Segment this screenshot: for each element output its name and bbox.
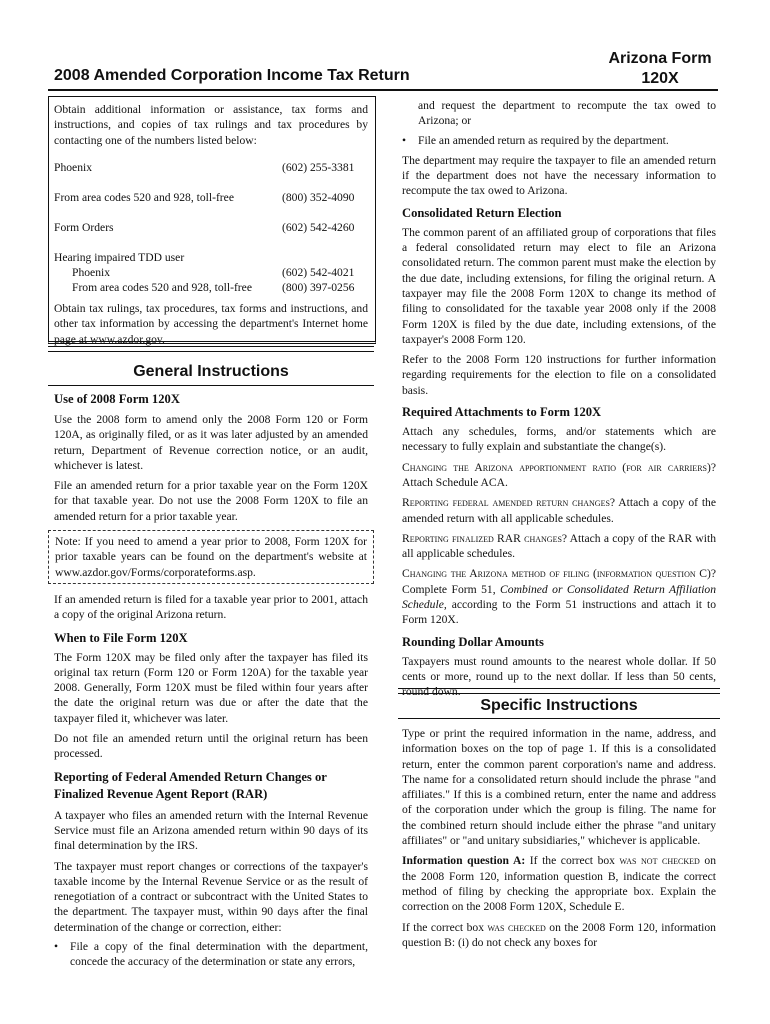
- contact-box: [48, 96, 376, 344]
- info-question-a: Information question A: If the correct box was not checked on the 2008 Form 120, information question B, indicate the correct method of filing by checking the appropriate box. Explain the correction on the 2008 Form 120X, Schedule E.: [402, 854, 717, 914]
- attachment-item: Reporting finalized RAR changes? Attach a copy of the RAR with all applicable schedules.: [402, 531, 716, 561]
- when-paragraph-1: The Form 120X may be filed only after the taxpayer has filed its original tax return (Form 120 or Form 120A) for the taxable year 2008. Generally, Form 120X must be filed within four years after the date the original return was due or after the date that the taxpayer filed it, whichever was later.: [54, 650, 368, 725]
- contact-row: Hearing impaired TDD user: [54, 251, 185, 264]
- specific-paragraph: Type or print the required information in the name, address, and information boxes on the top of page 1. If this is a consolidated return, enter the common parent corporation's name and address. The name for a consolidated return should include the phrase "and affiliates." If this is a combined return, enter the name and address of the corporation under which the group is filing. The name for the combined return should include either the phrase "and unitary affiliates" or "and unitary subsidiaries," whichever is applicable.: [402, 727, 716, 848]
- contact-row: From area codes 520 and 928, toll-free (800) 352-4090: [54, 191, 355, 204]
- when-paragraph-2: Do not file an amended return until the original return has been processed.: [54, 732, 368, 761]
- section-divider: [398, 688, 720, 694]
- require-paragraph: The department may require the taxpayer to file an amended return if the department does not have the necessary information to recompute the tax owed to Arizona.: [402, 153, 716, 198]
- list-item: • File an amended return as required by the department.: [402, 133, 669, 147]
- rar-heading: Reporting of Federal Amended Return Changes or Finalized Revenue Agent Report (RAR): [54, 769, 327, 801]
- info-question-b: If the correct box was checked on the 2008 Form 120, information question B: (i) do not check any boxes for: [402, 920, 716, 949]
- attachment-item: Reporting federal amended return changes? Attach a copy of the amended return with all applicable schedules.: [402, 496, 716, 525]
- bullet-icon: •: [54, 940, 59, 954]
- specific-column: [402, 726, 716, 950]
- attachments-heading: Required Attachments to Form 120X: [402, 405, 602, 420]
- general-column: [54, 392, 368, 970]
- consolidated-heading: Consolidated Return Election: [402, 205, 562, 220]
- rar-paragraph-2: The taxpayer must report changes or corrections of the taxpayer's taxable income by the Internal Revenue Service or as the result of renegotiation of a contract or subcontract with the United States to the department. The taxpayer must, within 90 days after the final determination of the change or correction, either:: [54, 859, 368, 934]
- section-divider: [48, 346, 374, 352]
- specific-instructions-heading: Specific Instructions: [480, 697, 638, 714]
- contact-row: Phoenix (602) 542-4021: [72, 266, 355, 279]
- contact-intro: Obtain additional information or assistance, tax forms and instructions, and copies of tax rulings and tax procedures by contacting one of the numbers listed below:: [54, 103, 368, 147]
- note-box: [48, 530, 374, 584]
- heading-rule: [48, 385, 374, 386]
- use-paragraph-2: File an amended return for a prior taxable year on the Form 120X for that taxable year. Do not use the 2008 Form 120X to file an amended return for a prior taxable year.: [54, 479, 368, 523]
- header-rule: [48, 89, 718, 91]
- form-name-line2: 120X: [641, 70, 679, 87]
- attachment-item: Changing the Arizona method of filing (information question C)? Complete Form 51, Combined or Consolidated Return Affiliation Schedule, according to the Form 51 instructions and attach it to Form 120X.: [402, 567, 717, 627]
- rar-paragraph-1: A taxpayer who files an amended return with the Internal Revenue Service must file an Arizona amended return within 90 days of its final determination by the IRS.: [54, 808, 368, 853]
- use-heading: Use of 2008 Form 120X: [54, 392, 180, 406]
- general-instructions-heading: General Instructions: [133, 363, 289, 380]
- form-name-line1: Arizona Form: [608, 50, 712, 67]
- right-column: [402, 98, 716, 700]
- contact-row: From area codes 520 and 928, toll-free (800) 397-0256: [72, 281, 355, 294]
- consolidated-paragraph-1: The common parent of an affiliated group of corporations that files a federal consolidated return may elect to file an Arizona consolidated return. The common parent must make the election by the due date, including extensions, for filing the original return. A taxpayer may file the 2008 Form 120X to change its method of filing to consolidated for the taxable year 2008 only if the 2008 Form 120X is filed by the due date, including extensions, of the taxpayer's 2008 Form 120.: [402, 225, 716, 346]
- use-paragraph-3: If an amended return is filed for a taxable year prior to 2001, attach a copy of the original Arizona return.: [54, 592, 368, 622]
- attachment-item: Changing the Arizona apportionment ratio (for air carriers)? Attach Schedule ACA.: [402, 460, 716, 489]
- bullet-icon: •: [402, 133, 407, 147]
- consolidated-paragraph-2: Refer to the 2008 Form 120 instructions for further information regarding requirements for the election to file on a consolidated basis.: [402, 353, 716, 397]
- attachments-paragraph: Attach any schedules, forms, and/or statements which are necessary to fully explain and substantiate the change(s).: [402, 425, 716, 454]
- rounding-paragraph: Taxpayers must round amounts to the nearest whole dollar. If 50 cents or more, round up to the next dollar. If less than 50 cents, round down.: [402, 654, 716, 699]
- page-title: 2008 Amended Corporation Income Tax Return: [54, 67, 410, 84]
- list-item: • File a copy of the final determination with the department, concede the accuracy of the determination or state any errors,: [54, 940, 368, 969]
- contact-row: Phoenix (602) 255-3381: [54, 161, 355, 174]
- form-name: [580, 49, 740, 89]
- rounding-heading: Rounding Dollar Amounts: [402, 634, 544, 649]
- note-text: Note: If you need to amend a year prior to 2008, Form 120X for prior taxable years can be found on the department's website at www.azdor.gov/Forms/corporateforms.asp.: [55, 535, 367, 579]
- use-paragraph-1: Use the 2008 form to amend only the 2008 Form 120 or Form 120A, as originally filed, or as it was later adjusted by an amended return, Department of Revenue correction notice, or an audit, whichever is latest.: [54, 413, 368, 472]
- when-heading: When to File Form 120X: [54, 630, 188, 645]
- contact-row: Form Orders (602) 542-4260: [54, 221, 355, 234]
- contact-outro: Obtain tax rulings, tax procedures, tax forms and instructions, and other tax information by accessing the department's Internet home page at www.azdor.gov.: [54, 302, 368, 346]
- heading-rule: [398, 718, 720, 719]
- bullet-continuation: and request the department to recompute the tax owed to Arizona; or: [418, 99, 716, 128]
